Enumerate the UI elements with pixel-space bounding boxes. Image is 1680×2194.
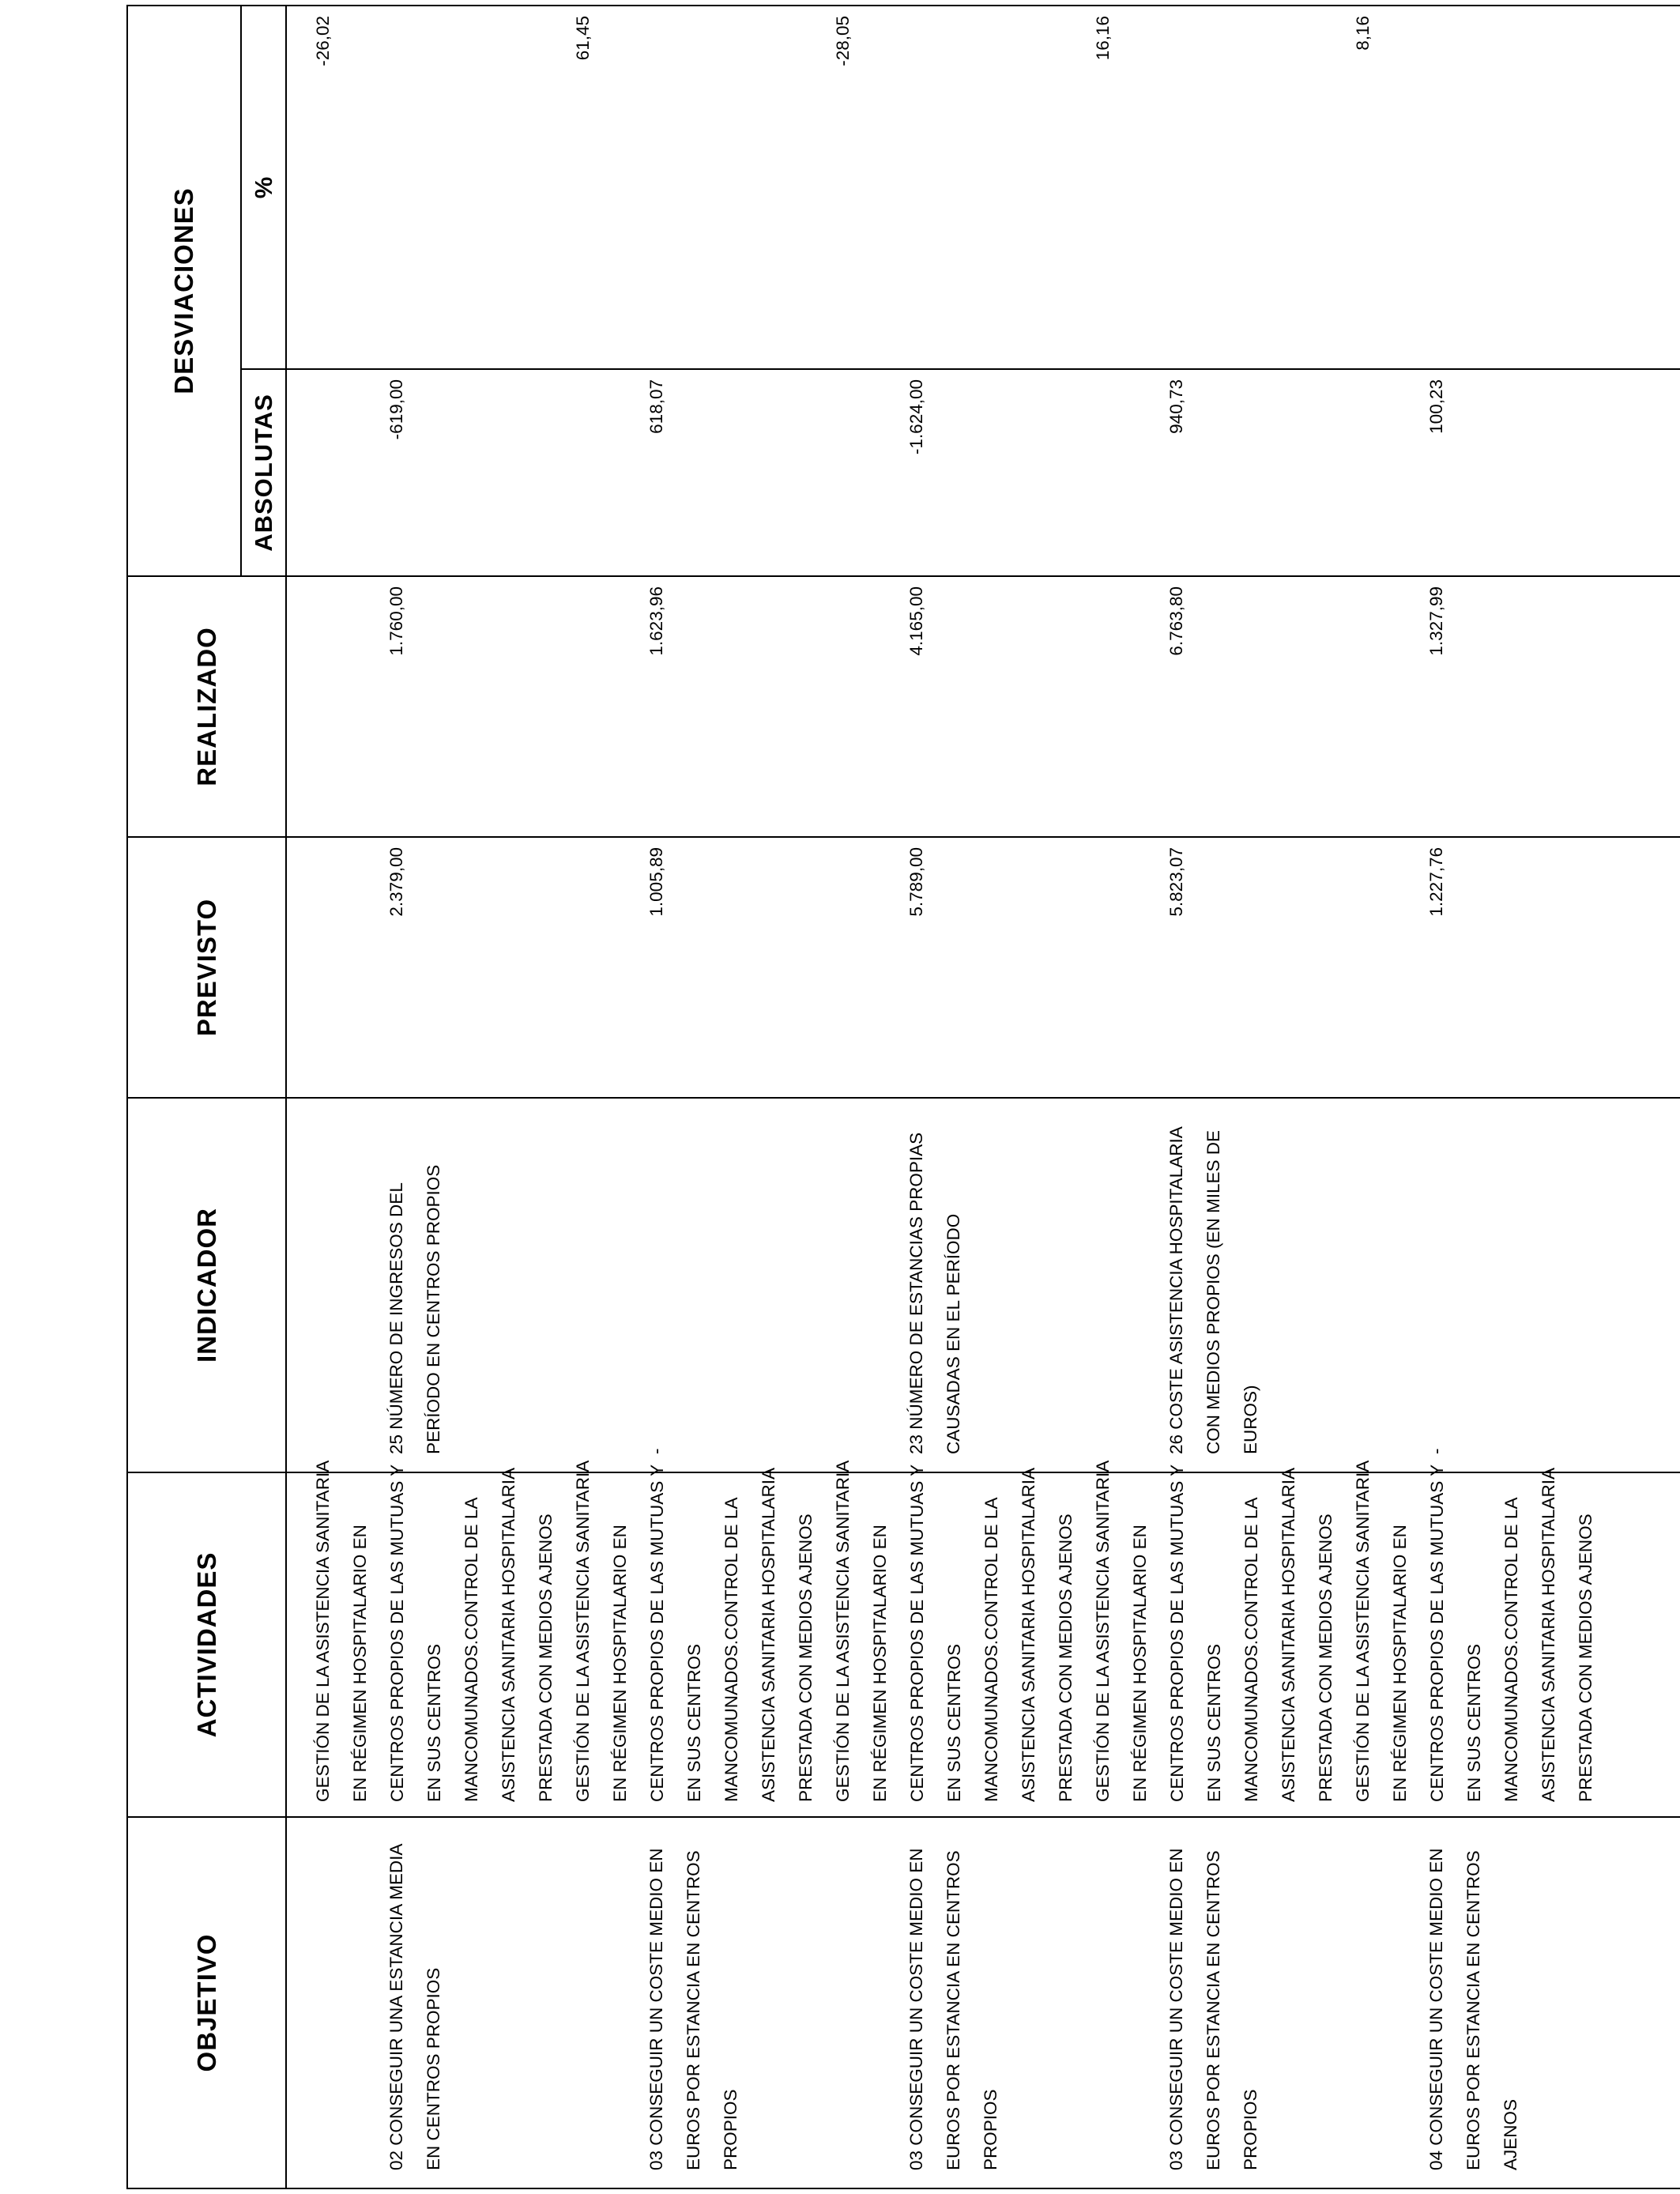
actividad-line: EN RÉGIMEN HOSPITALARIO EN xyxy=(1390,1525,1410,1802)
realizado-value: 6.763,80 xyxy=(1166,586,1186,656)
actividad-line: ASISTENCIA SANITARIA HOSPITALARIA xyxy=(759,1467,778,1802)
actividad-line: CENTROS PROPIOS DE LAS MUTUAS Y xyxy=(1167,1464,1187,1802)
actividad-line: CENTROS PROPIOS DE LAS MUTUAS Y xyxy=(1427,1464,1447,1802)
previsto-value: 5.789,00 xyxy=(906,847,926,917)
indicador-line: 26 COSTE ASISTENCIA HOSPITALARIA xyxy=(1166,1126,1186,1454)
actividad-line: ASISTENCIA SANITARIA HOSPITALARIA xyxy=(499,1467,518,1802)
absolutas-value: 100,23 xyxy=(1426,379,1446,434)
header-indicador: INDICADOR xyxy=(127,1098,286,1472)
header-objetivo: OBJETIVO xyxy=(127,1817,286,2188)
actividad-line: MANCOMUNADOS.CONTROL DE LA xyxy=(1501,1497,1521,1802)
realizado-value: 4.165,00 xyxy=(906,586,926,656)
actividad-line: PRESTADA CON MEDIOS AJENOS xyxy=(796,1514,816,1802)
objetivo-line: EUROS POR ESTANCIA EN CENTROS xyxy=(1463,1850,1483,2170)
indicador-line: - xyxy=(646,1448,666,1454)
previsto-value: 5.823,07 xyxy=(1166,847,1186,917)
actividad-line: GESTIÓN DE LA ASISTENCIA SANITARIA xyxy=(313,1460,333,1802)
actividad-line: CENTROS PROPIOS DE LAS MUTUAS Y xyxy=(387,1464,407,1802)
realizado-value: 1.760,00 xyxy=(386,586,406,656)
absolutas-value: 618,07 xyxy=(646,379,666,434)
actividad-line: CENTROS PROPIOS DE LAS MUTUAS Y xyxy=(647,1464,667,1802)
objetivo-line: EUROS POR ESTANCIA EN CENTROS xyxy=(944,1850,963,2170)
actividad-line: EN RÉGIMEN HOSPITALARIO EN xyxy=(610,1525,630,1802)
objetivo-column xyxy=(286,1817,1680,2188)
indicador-2 xyxy=(646,1110,906,1454)
objectives-table xyxy=(126,5,1680,2189)
indicador-line: 23 NÚMERO DE ESTANCIAS PROPIAS xyxy=(906,1132,926,1454)
header-actividades: ACTIVIDADES xyxy=(127,1472,286,1817)
actividad-line: MANCOMUNADOS.CONTROL DE LA xyxy=(1241,1497,1261,1802)
actividad-line: MANCOMUNADOS.CONTROL DE LA xyxy=(461,1497,481,1802)
indicador-4 xyxy=(1166,1110,1426,1454)
objetivo-line: 04 CONSEGUIR UN COSTE MEDIO EN xyxy=(1426,1848,1446,2170)
actividad-line: GESTIÓN DE LA ASISTENCIA SANITARIA xyxy=(1353,1460,1373,1802)
objetivo-line: 03 CONSEGUIR UN COSTE MEDIO EN xyxy=(906,1848,926,2170)
table-body-row xyxy=(286,6,1680,2188)
realizado-value: 1.623,96 xyxy=(646,586,666,656)
actividad-line: GESTIÓN DE LA ASISTENCIA SANITARIA xyxy=(573,1460,593,1802)
absolutas-value: -619,00 xyxy=(386,379,406,440)
actividad-line: PRESTADA CON MEDIOS AJENOS xyxy=(536,1514,556,1802)
actividad-line: MANCOMUNADOS.CONTROL DE LA xyxy=(721,1497,741,1802)
porcentaje-value: -26,02 xyxy=(313,15,333,66)
actividad-line: PRESTADA CON MEDIOS AJENOS xyxy=(1316,1514,1335,1802)
objetivo-3 xyxy=(906,1829,1166,2170)
actividad-line: EN SUS CENTROS xyxy=(1204,1643,1224,1802)
actividad-line: PRESTADA CON MEDIOS AJENOS xyxy=(1576,1514,1595,1802)
actividad-line: GESTIÓN DE LA ASISTENCIA SANITARIA xyxy=(1093,1460,1113,1802)
objetivo-5 xyxy=(1426,1829,1537,2170)
porcentaje-value: 61,45 xyxy=(573,15,593,61)
objetivo-4 xyxy=(1166,1829,1426,2170)
actividad-line: EN SUS CENTROS xyxy=(424,1643,444,1802)
objetivo-line: EN CENTROS PROPIOS xyxy=(424,1967,443,2170)
objetivo-line: EUROS POR ESTANCIA EN CENTROS xyxy=(1203,1850,1223,2170)
indicador-column xyxy=(286,1098,1680,1472)
header-desviaciones: DESVIACIONES xyxy=(127,6,241,576)
indicador-1 xyxy=(386,1110,646,1454)
objetivo-line: 03 CONSEGUIR UN COSTE MEDIO EN xyxy=(1166,1848,1186,2170)
actividad-line: ASISTENCIA SANITARIA HOSPITALARIA xyxy=(1019,1467,1038,1802)
actividad-line: GESTIÓN DE LA ASISTENCIA SANITARIA xyxy=(833,1460,853,1802)
porcentaje-value: 8,16 xyxy=(1353,15,1373,51)
realizado-value: 1.327,99 xyxy=(1426,586,1446,656)
absolutas-column xyxy=(286,369,1680,576)
indicador-line: CON MEDIOS PROPIOS (EN MILES DE xyxy=(1203,1129,1223,1454)
actividad-line: EN SUS CENTROS xyxy=(944,1643,964,1802)
actividad-line: EN SUS CENTROS xyxy=(684,1643,704,1802)
actividad-line: ASISTENCIA SANITARIA HOSPITALARIA xyxy=(1279,1467,1298,1802)
header-porcentaje: % xyxy=(241,6,286,369)
previsto-value: 1.227,76 xyxy=(1426,847,1446,917)
objetivo-1 xyxy=(386,1829,646,2170)
actividad-line: PRESTADA CON MEDIOS AJENOS xyxy=(1056,1514,1075,1802)
absolutas-value: 940,73 xyxy=(1166,379,1186,434)
actividad-line: EN SUS CENTROS xyxy=(1464,1643,1484,1802)
actividad-line: EN RÉGIMEN HOSPITALARIO EN xyxy=(870,1525,890,1802)
absolutas-value: -1.624,00 xyxy=(906,379,926,455)
porcentaje-value: -28,05 xyxy=(833,15,853,66)
indicador-line: PERÍODO EN CENTROS PROPIOS xyxy=(424,1164,443,1454)
indicador-line: - xyxy=(1426,1448,1446,1454)
header-absolutas: ABSOLUTAS xyxy=(241,369,286,576)
porcentaje-value: 16,16 xyxy=(1093,15,1113,61)
indicador-3 xyxy=(906,1110,1166,1454)
objetivo-line: 02 CONSEGUIR UNA ESTANCIA MEDIA xyxy=(386,1843,406,2170)
objetivo-line: AJENOS xyxy=(1501,2098,1520,2170)
previsto-column xyxy=(286,837,1680,1098)
objetivo-line: EUROS POR ESTANCIA EN CENTROS xyxy=(684,1850,703,2170)
objetivo-line: 03 CONSEGUIR UN COSTE MEDIO EN xyxy=(646,1848,666,2170)
indicador-line: EUROS) xyxy=(1241,1385,1260,1454)
actividades-column xyxy=(286,1460,1680,1817)
porcentaje-column xyxy=(286,6,1680,369)
objetivo-line: PROPIOS xyxy=(721,2089,740,2170)
actividad-line: ASISTENCIA SANITARIA HOSPITALARIA xyxy=(1539,1467,1558,1802)
actividades-lines xyxy=(287,1460,1612,1816)
actividad-line: EN RÉGIMEN HOSPITALARIO EN xyxy=(350,1525,370,1802)
header-realizado: REALIZADO xyxy=(127,576,286,837)
indicador-line: 25 NÚMERO DE INGRESOS DEL xyxy=(386,1182,406,1454)
header-previsto: PREVISTO xyxy=(127,837,286,1098)
previsto-value: 1.005,89 xyxy=(646,847,666,917)
actividad-line: MANCOMUNADOS.CONTROL DE LA xyxy=(981,1497,1001,1802)
actividad-line: EN RÉGIMEN HOSPITALARIO EN xyxy=(1130,1525,1150,1802)
indicador-line: CAUSADAS EN EL PERÍODO xyxy=(944,1213,963,1454)
indicador-5 xyxy=(1426,1110,1463,1454)
realizado-column xyxy=(286,576,1680,837)
previsto-value: 2.379,00 xyxy=(386,847,406,917)
objetivo-line: PROPIOS xyxy=(1241,2089,1260,2170)
objetivo-2 xyxy=(646,1829,906,2170)
actividad-line: CENTROS PROPIOS DE LAS MUTUAS Y xyxy=(907,1464,927,1802)
objetivo-line: PROPIOS xyxy=(981,2089,1000,2170)
